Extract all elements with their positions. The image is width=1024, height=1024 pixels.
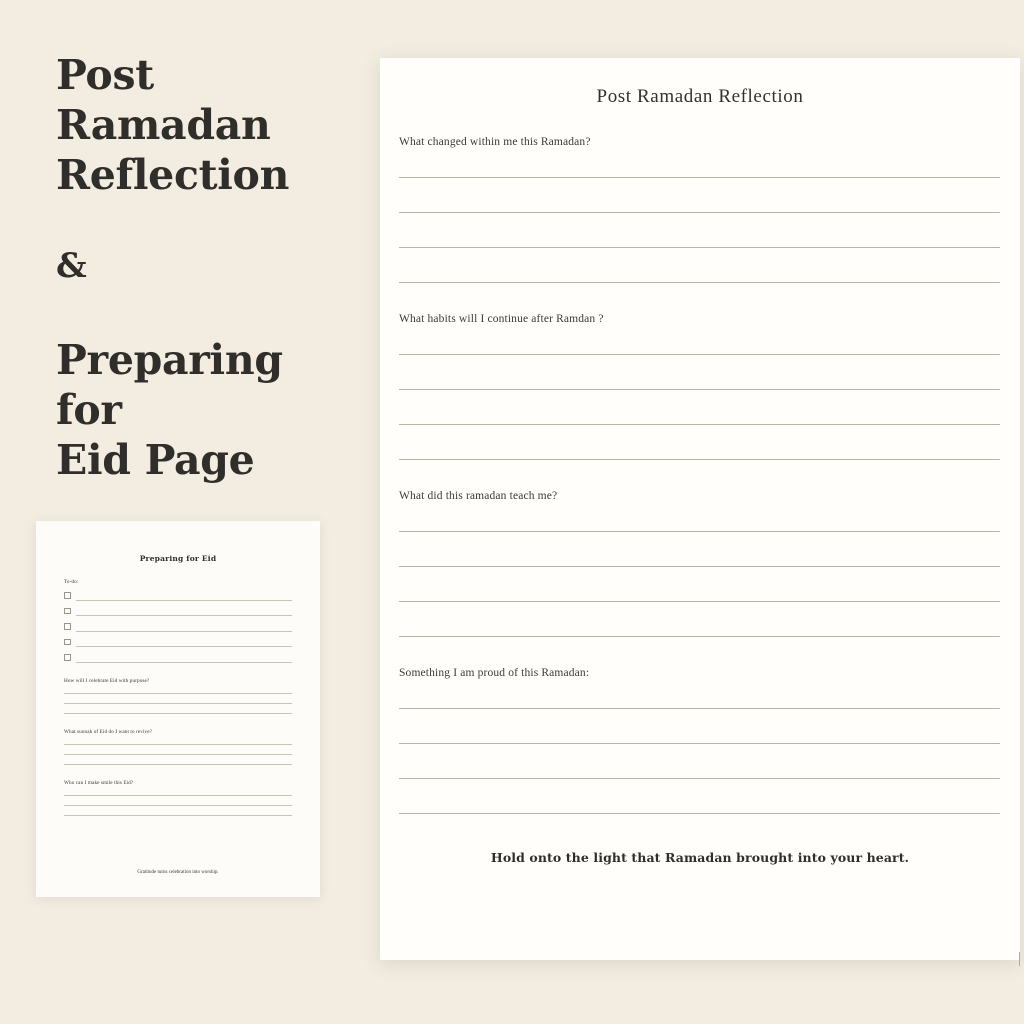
preview-prompt-label: How will I celebrate Eid with purpose? [64, 677, 150, 684]
preview-prompt-label: Who can I make smile this Eid? [64, 779, 134, 786]
reflection-question-list [380, 136, 1020, 814]
writing-line[interactable] [399, 389, 1000, 390]
preview-prompt-label: What sunnah of Eid do I want to revive? [64, 728, 153, 735]
preview-todo-list [64, 592, 292, 663]
reflection-question-block [399, 136, 1000, 283]
writing-line[interactable] [76, 600, 293, 601]
reflection-question-block [399, 667, 1000, 814]
preview-todo-row[interactable] [64, 623, 292, 632]
checkbox-icon[interactable] [64, 654, 71, 661]
checkbox-icon[interactable] [64, 608, 71, 615]
writing-line[interactable] [76, 646, 293, 647]
preview-page-title: Preparing for Eid [139, 554, 217, 563]
headline-ampersand: & [56, 246, 87, 287]
writing-line[interactable] [64, 703, 292, 704]
reflection-question-label: What habits will I continue after Ramdan ? [399, 313, 604, 325]
writing-line[interactable] [399, 212, 1000, 213]
headline-block [56, 50, 356, 485]
checkbox-icon[interactable] [64, 623, 71, 630]
main-page-closing-note: Hold onto the light that Ramadan brought into your heart. [490, 850, 910, 865]
preview-footer-note: Gratitude turns celebration into worship. [137, 870, 219, 875]
writing-line[interactable] [64, 713, 292, 714]
reflection-question-label: What changed within me this Ramadan? [399, 136, 591, 148]
reflection-question-block [399, 313, 1000, 460]
writing-line[interactable] [399, 247, 1000, 248]
checkbox-icon[interactable] [64, 592, 71, 599]
checkbox-icon[interactable] [64, 639, 71, 646]
preview-prompt-block [64, 780, 292, 816]
writing-line[interactable] [64, 693, 292, 694]
preview-todo-label: To-do: [64, 579, 79, 585]
preview-page-preparing-for-eid[interactable] [36, 521, 320, 897]
writing-line[interactable] [399, 424, 1000, 425]
writing-line[interactable] [399, 459, 1000, 460]
preview-prompt-blocks [64, 678, 292, 816]
writing-line[interactable] [399, 778, 1000, 779]
page-corner-tick [1019, 952, 1020, 966]
reflection-writing-lines[interactable] [399, 177, 1000, 283]
writing-line[interactable] [64, 795, 292, 796]
writing-line[interactable] [64, 744, 292, 745]
writing-line[interactable] [399, 354, 1000, 355]
writing-line[interactable] [76, 662, 293, 663]
writing-line[interactable] [399, 177, 1000, 178]
writing-line[interactable] [64, 754, 292, 755]
headline-line-1: Post Ramadan [56, 51, 271, 150]
headline-line-2: Reflection [56, 151, 290, 200]
headline-line-3: Preparing for [56, 335, 283, 434]
reflection-question-label: Something I am proud of this Ramadan: [399, 667, 590, 679]
main-page-title: Post Ramadan Reflection [596, 86, 804, 107]
writing-line[interactable] [399, 813, 1000, 814]
writing-line[interactable] [399, 708, 1000, 709]
reflection-writing-lines[interactable] [399, 354, 1000, 460]
preview-todo-row[interactable] [64, 654, 292, 663]
writing-line[interactable] [399, 601, 1000, 602]
writing-line[interactable] [399, 531, 1000, 532]
writing-line[interactable] [399, 282, 1000, 283]
writing-line[interactable] [64, 815, 292, 816]
preview-todo-row[interactable] [64, 639, 292, 648]
writing-line[interactable] [76, 631, 293, 632]
main-page-post-ramadan-reflection[interactable] [380, 58, 1020, 960]
reflection-question-label: What did this ramadan teach me? [399, 490, 558, 502]
writing-line[interactable] [76, 615, 293, 616]
preview-prompt-block [64, 678, 292, 714]
preview-todo-row[interactable] [64, 608, 292, 617]
writing-line[interactable] [399, 636, 1000, 637]
preview-todo-row[interactable] [64, 592, 292, 601]
writing-line[interactable] [399, 743, 1000, 744]
headline-line-4: Eid Page [56, 435, 255, 484]
reflection-writing-lines[interactable] [399, 531, 1000, 637]
writing-line[interactable] [64, 764, 292, 765]
reflection-writing-lines[interactable] [399, 708, 1000, 814]
writing-line[interactable] [64, 805, 292, 806]
preview-prompt-block [64, 729, 292, 765]
reflection-question-block [399, 490, 1000, 637]
writing-line[interactable] [399, 566, 1000, 567]
